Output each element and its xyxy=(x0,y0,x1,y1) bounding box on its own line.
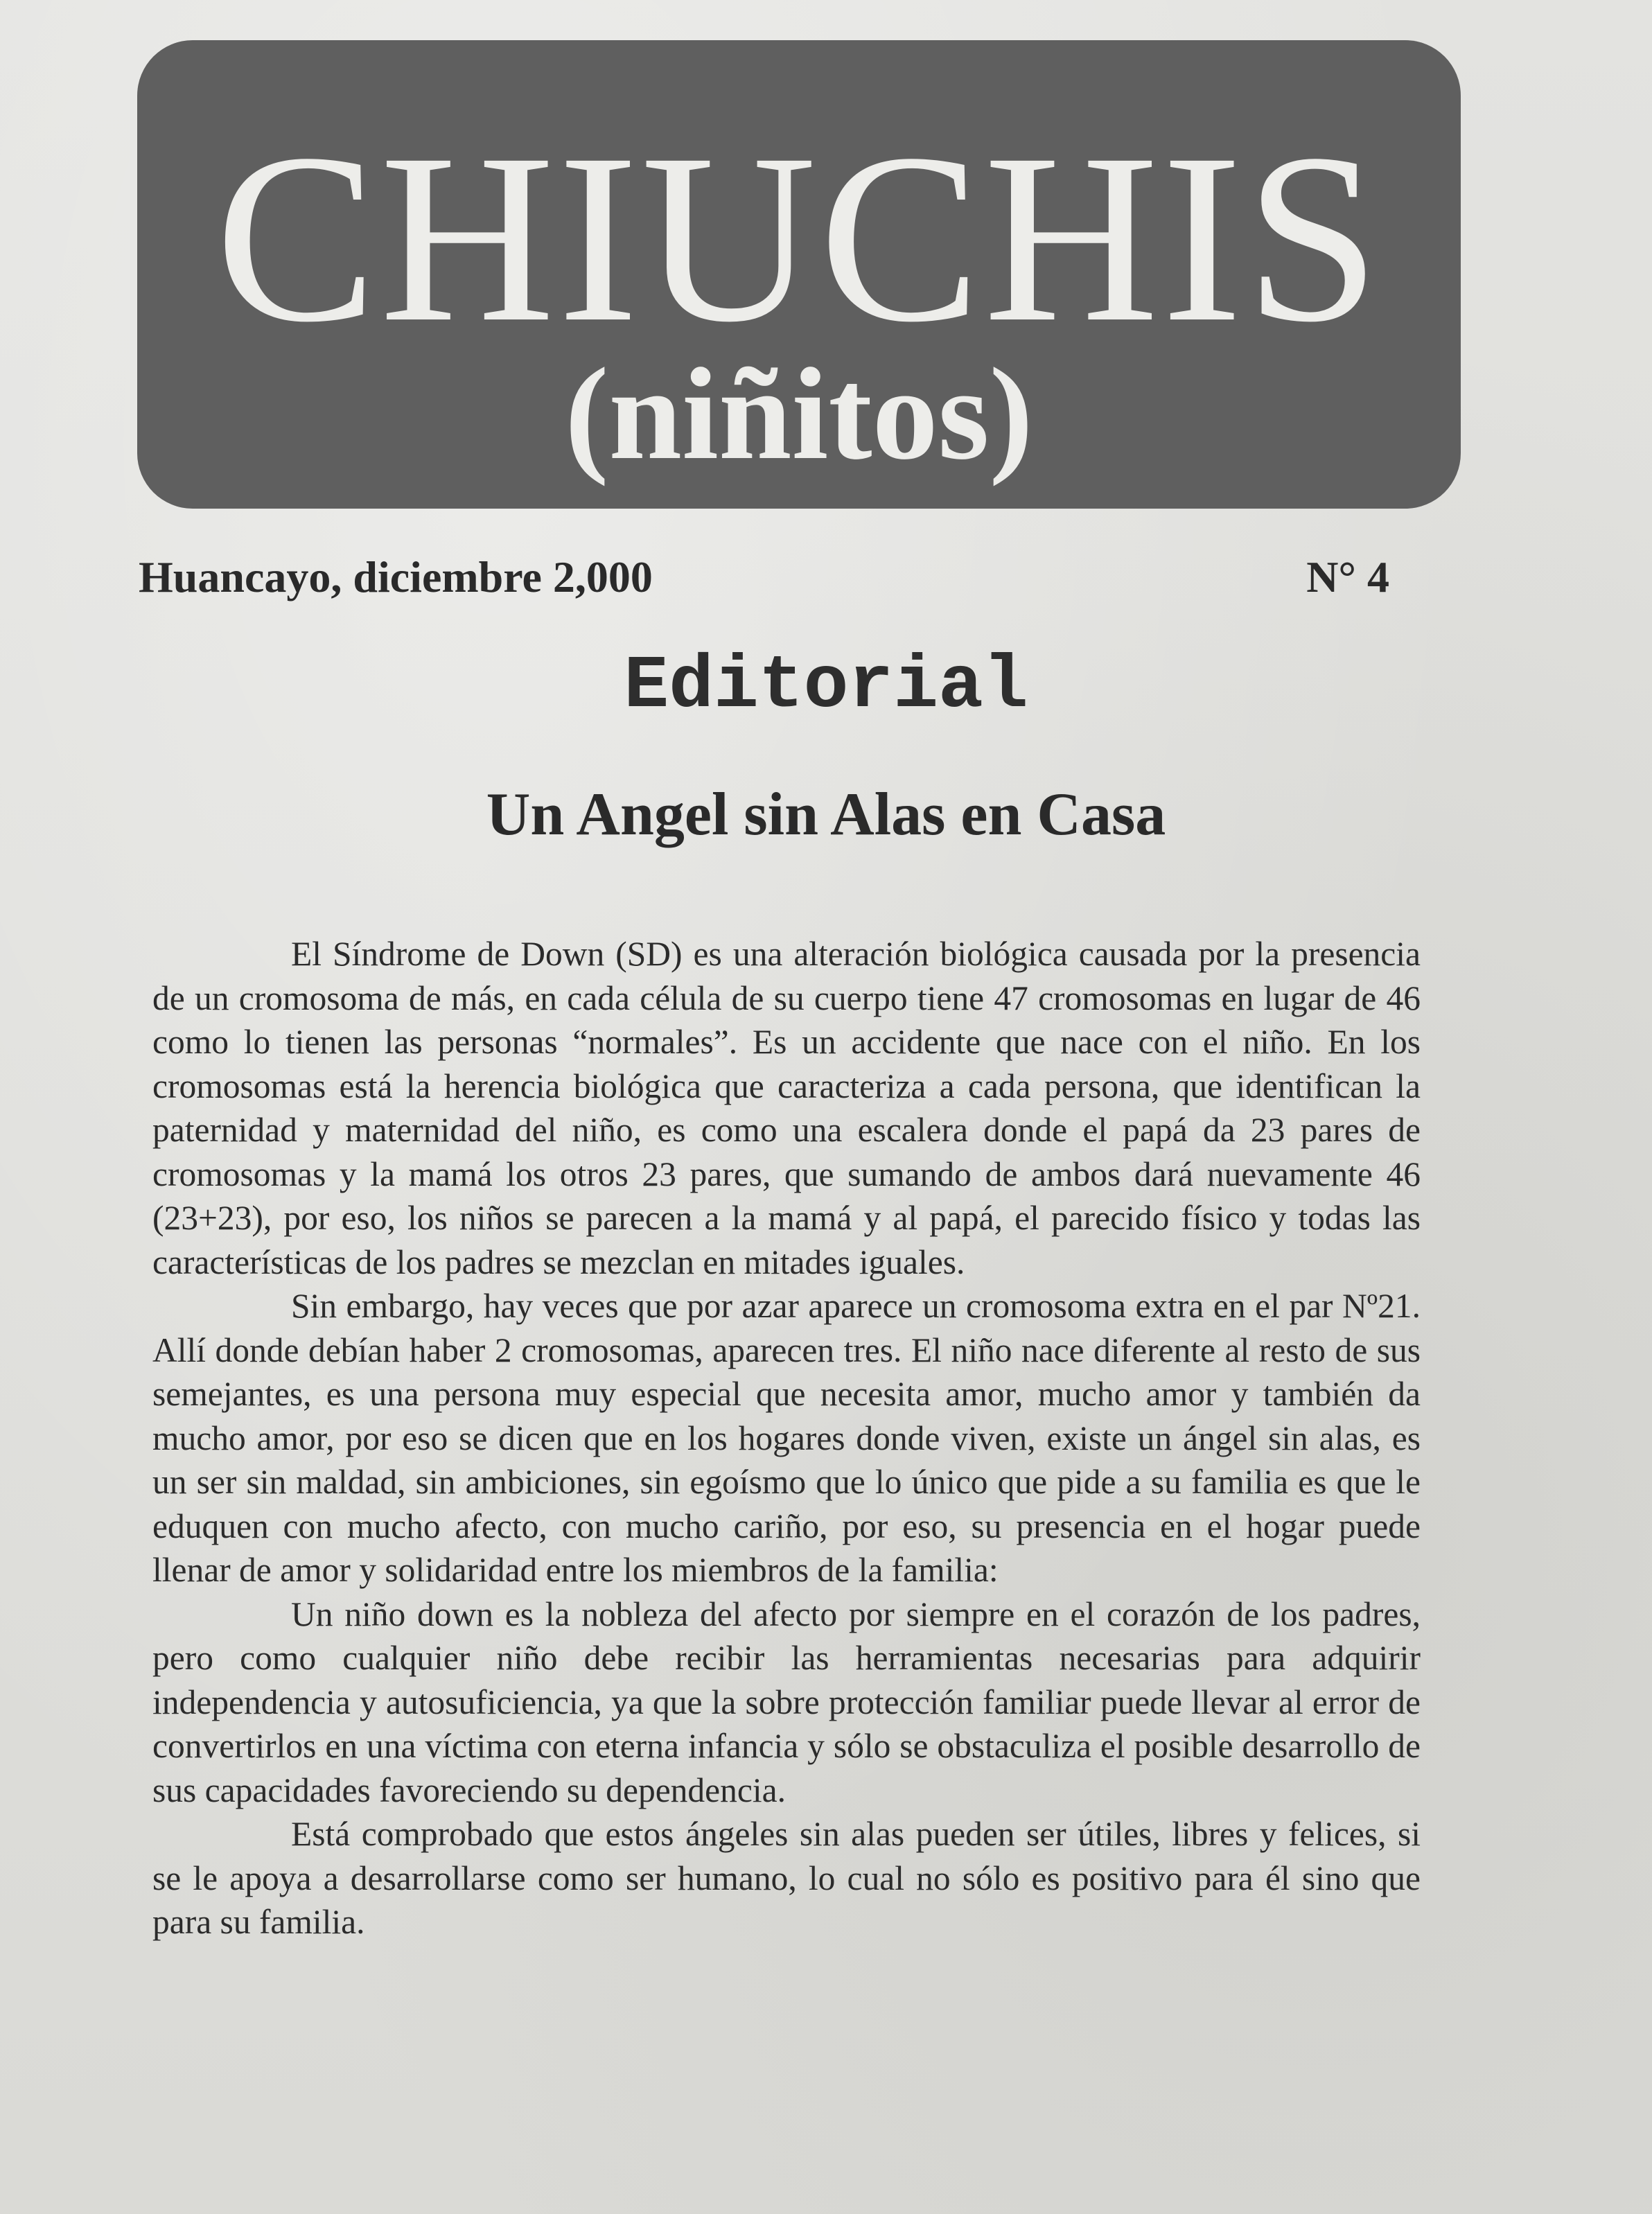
article-paragraph: Sin embargo, hay veces que por azar aparece un cromosoma extra en el par Nº21. Allí donde debían haber 2 cromosomas, aparecen tres. El niño nace diferente al resto de sus semejantes, es una persona muy especial que necesita amor, mucho amor y también da mucho amor, por eso se dicen que en los hogares donde viven, existe un ángel sin alas, es un ser sin maldad, sin ambiciones, sin egoísmo que lo único que pide a su familia es que le eduquen con mucho afecto, con mucho cariño, por eso, su presencia en el hogar puede llenar de amor y solidaridad entre los miembros de la familia: xyxy=(152,1287,1421,1589)
masthead-subtitle: (niñitos) xyxy=(565,342,1033,487)
article-paragraph: El Síndrome de Down (SD) es una alteración biológica causada por la presencia de un cromosoma de más, en cada célula de su cuerpo tiene 47 cromosomas en lugar de 46 como lo tienen las personas “normales”. Es un accidente que nace con el niño. En los cromosomas está la herencia biológica que caracteriza a cada persona, que identifican la paternidad y maternidad del niño, es como una escalera donde el papá da 23 pares de cromosomas y la mamá los otros 23 pares, que sumando de ambos dará nuevamente 46 (23+23), por eso, los niños se parecen a la mamá y al papá, el parecido físico y todas las características de los padres se mezclan en mitades iguales. xyxy=(152,935,1421,1281)
issue-number: N° 4 xyxy=(1306,552,1389,601)
section-heading: Editorial xyxy=(624,644,1028,729)
masthead-title: CHIUCHIS xyxy=(215,103,1383,372)
masthead-banner xyxy=(137,40,1461,509)
issue-line xyxy=(139,552,1389,607)
article-body xyxy=(152,932,1421,1944)
article-paragraph: Un niño down es la nobleza del afecto por siempre en el corazón de los padres, pero como cualquier niño debe recibir las herramientas necesarias para adquirir independencia y autosuficiencia, ya que la sobre protección familiar puede llevar al error de convertirlos en una víctima con eterna infancia y sólo se obstaculiza el posible desarrollo de sus capacidades favoreciendo su dependencia. xyxy=(152,1594,1421,1809)
issue-place-date: Huancayo, diciembre 2,000 xyxy=(139,552,653,601)
article-title: Un Angel sin Alas en Casa xyxy=(486,781,1166,848)
article-paragraph: Está comprobado que estos ángeles sin alas pueden ser útiles, libres y felices, si se le apoya a desarrollarse como ser humano, lo cual no sólo es positivo para él sino que para su familia. xyxy=(152,1815,1421,1941)
